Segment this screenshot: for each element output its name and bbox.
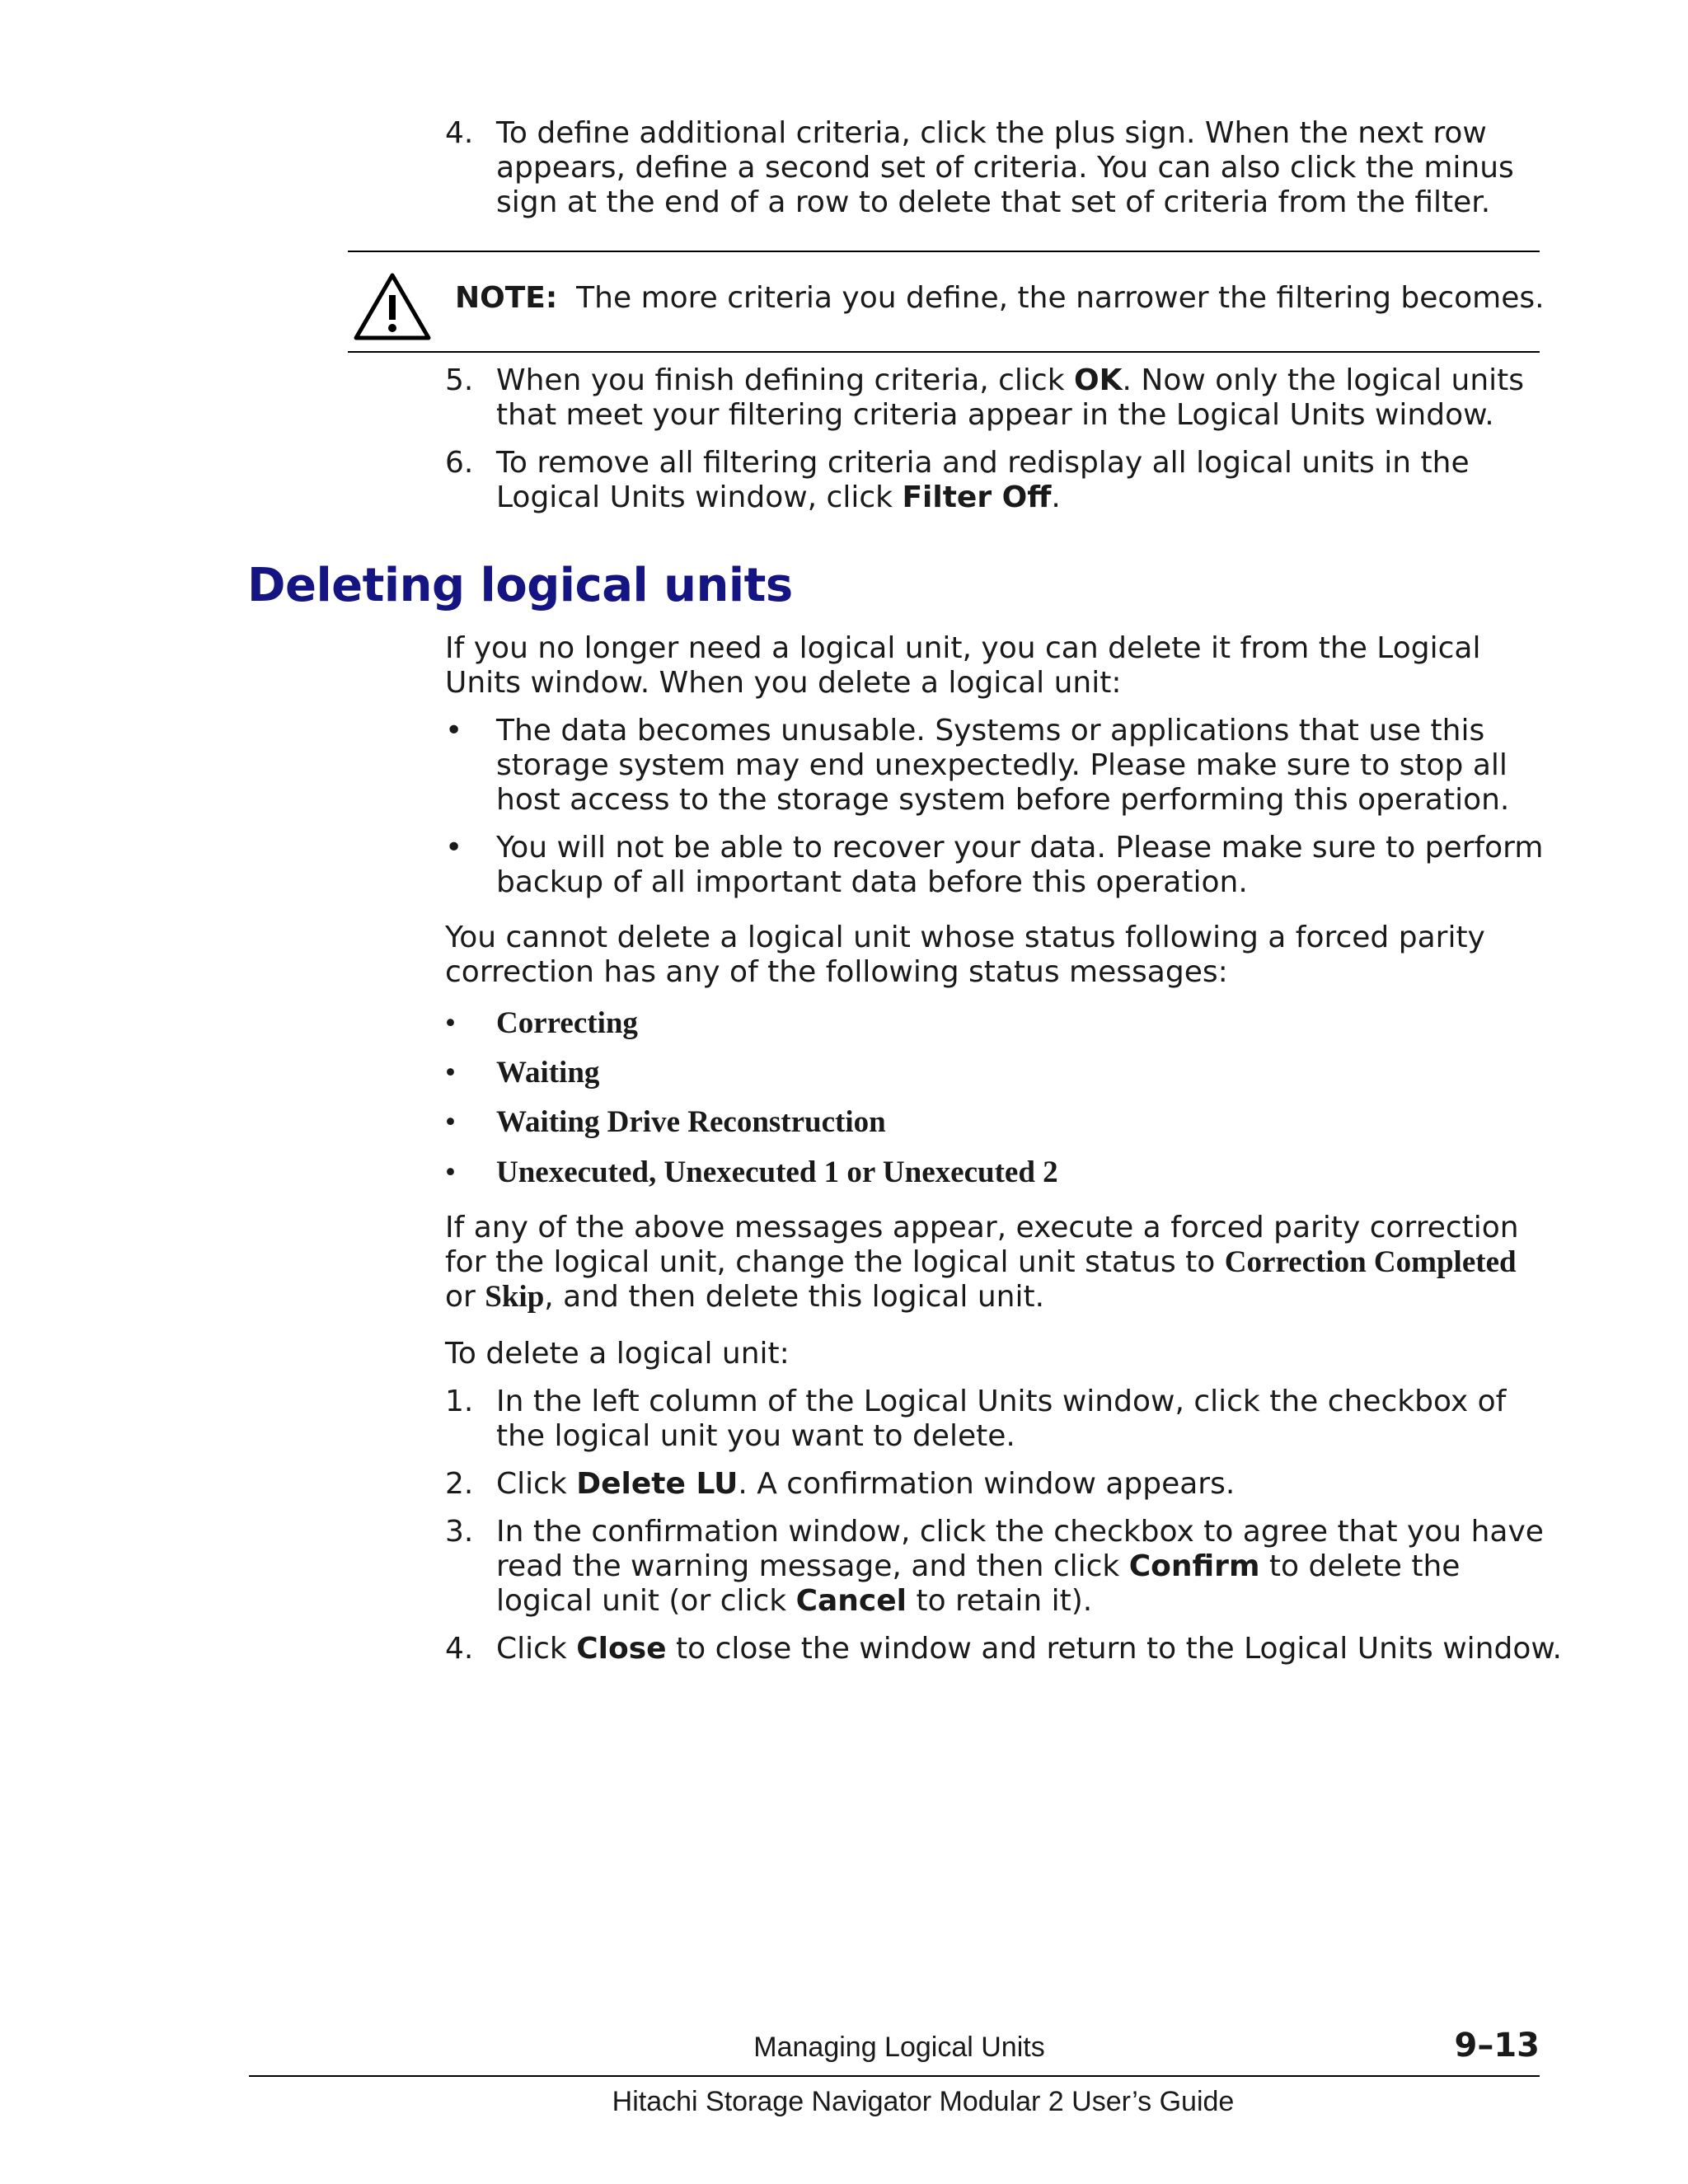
status-message: Waiting [496, 1056, 600, 1090]
footer-guide-title: Hitachi Storage Navigator Modular 2 User’s Guide [612, 2086, 1235, 2117]
bullet-text: The data becomes unusable. Systems or applications that use this storage system may end unexpectedly. Please make sure to stop all host access to the storage system before performing this operation. [496, 714, 1510, 817]
if-paragraph-text: If any of the above messages appear, execute a forced parity correction for the logical unit, change the logical unit status to [445, 1211, 1519, 1279]
confirm-label: Confirm [1128, 1549, 1260, 1583]
step-number: 2. [445, 1467, 474, 1501]
step-number: 1. [445, 1385, 474, 1418]
close-label: Close [576, 1632, 667, 1666]
step-text-rest: to close the window and return to the Logical Units window. [666, 1632, 1562, 1666]
list-item-step-4 [445, 1632, 1562, 1666]
status-message: Correcting [496, 1006, 638, 1040]
bullet-dot: • [445, 1155, 456, 1189]
list-item-bullet [445, 831, 1550, 900]
step-number: 4. [445, 1632, 474, 1666]
step-number: 4. [445, 116, 474, 150]
step-number: 5. [445, 363, 474, 397]
step-text: In the left column of the Logical Units window, click the checkbox of the logical unit you want to delete. [496, 1385, 1507, 1453]
note-text: The more criteria you define, the narrower the filtering becomes. [576, 281, 1545, 315]
list-item-bullet [445, 714, 1550, 818]
list-item-step-4-filter [445, 116, 1550, 220]
list-item-step-2 [445, 1467, 1550, 1502]
status-message: Unexecuted, Unexecuted 1 or Unexecuted 2 [496, 1155, 1058, 1189]
bullet-dot: • [445, 831, 463, 865]
step-text: When you finish defining criteria, click [496, 363, 1075, 397]
step-text: To remove all filtering criteria and redisplay all logical units in the Logical Units window, click [496, 446, 1470, 514]
bullet-dot: • [445, 1105, 456, 1139]
bullet-dot: • [445, 714, 463, 748]
if-paragraph-rest: , and then delete this logical unit. [544, 1280, 1045, 1314]
footer-chapter-title: Managing Logical Units [753, 2032, 1045, 2063]
cancel-label: Cancel [795, 1584, 907, 1618]
footer-page-number: 9–13 [1454, 2027, 1540, 2064]
section-heading: Deleting logical units [247, 559, 793, 612]
delete-lu-label: Delete LU [576, 1467, 738, 1501]
status-message: Waiting Drive Reconstruction [496, 1105, 886, 1139]
status-skip: Skip [485, 1280, 545, 1314]
ok-label: OK [1074, 363, 1123, 397]
step-number: 6. [445, 446, 474, 480]
step-text-rest: . A confirmation window appears. [738, 1467, 1236, 1501]
bullet-text: You will not be able to recover your data. Please make sure to perform backup of all important data before this operation. [496, 831, 1544, 899]
list-item-step-3 [445, 1515, 1550, 1619]
list-item-step-5 [445, 363, 1550, 433]
step-text: To define additional criteria, click the plus sign. When the next row appears, define a second set of criteria. You can also click the minus sign at the end of a row to delete that set of criteria from the filter. [496, 116, 1514, 219]
list-item-step-1 [445, 1385, 1550, 1454]
status-message-item [445, 1105, 886, 1140]
status-message-item [445, 1006, 638, 1041]
note [455, 281, 1543, 316]
list-item-step-6 [445, 446, 1550, 515]
status-message-item [445, 1155, 1058, 1190]
step-text: Click [496, 1467, 577, 1501]
filter-off-label: Filter Off [902, 480, 1052, 514]
bullet-dot: • [445, 1006, 456, 1040]
note-bottom-rule [348, 351, 1540, 353]
status-message-item [445, 1056, 599, 1090]
note-label: NOTE: [455, 281, 558, 315]
if-paragraph-or: or [445, 1280, 485, 1314]
footer-rule [249, 2075, 1540, 2077]
step-number: 3. [445, 1515, 474, 1549]
section-intro: If you no longer need a logical unit, you can delete it from the Logical Units window. When you delete a logical unit: [445, 631, 1481, 700]
warning-triangle-icon [353, 270, 432, 343]
bullet-dot: • [445, 1056, 456, 1090]
note-top-rule [348, 251, 1540, 252]
procedure-intro: To delete a logical unit: [445, 1337, 790, 1371]
step-text: In the confirmation window, click the checkbox to agree that you have read the warning message, and then click [496, 1515, 1544, 1583]
status-intro: You cannot delete a logical unit whose status following a forced parity correction has any of the following status messages: [445, 921, 1485, 989]
if-paragraph [445, 1211, 1541, 1315]
step-text-rest: . [1051, 480, 1061, 514]
status-correction-completed: Correction Completed [1224, 1245, 1517, 1279]
step-text-mid: to delete the logical unit (or click [496, 1549, 1461, 1618]
step-text-rest: . Now only the logical units that meet your filtering criteria appear in the Logical Units window. [496, 363, 1525, 432]
step-text-rest: to retain it). [907, 1584, 1093, 1618]
step-text: Click [496, 1632, 577, 1666]
